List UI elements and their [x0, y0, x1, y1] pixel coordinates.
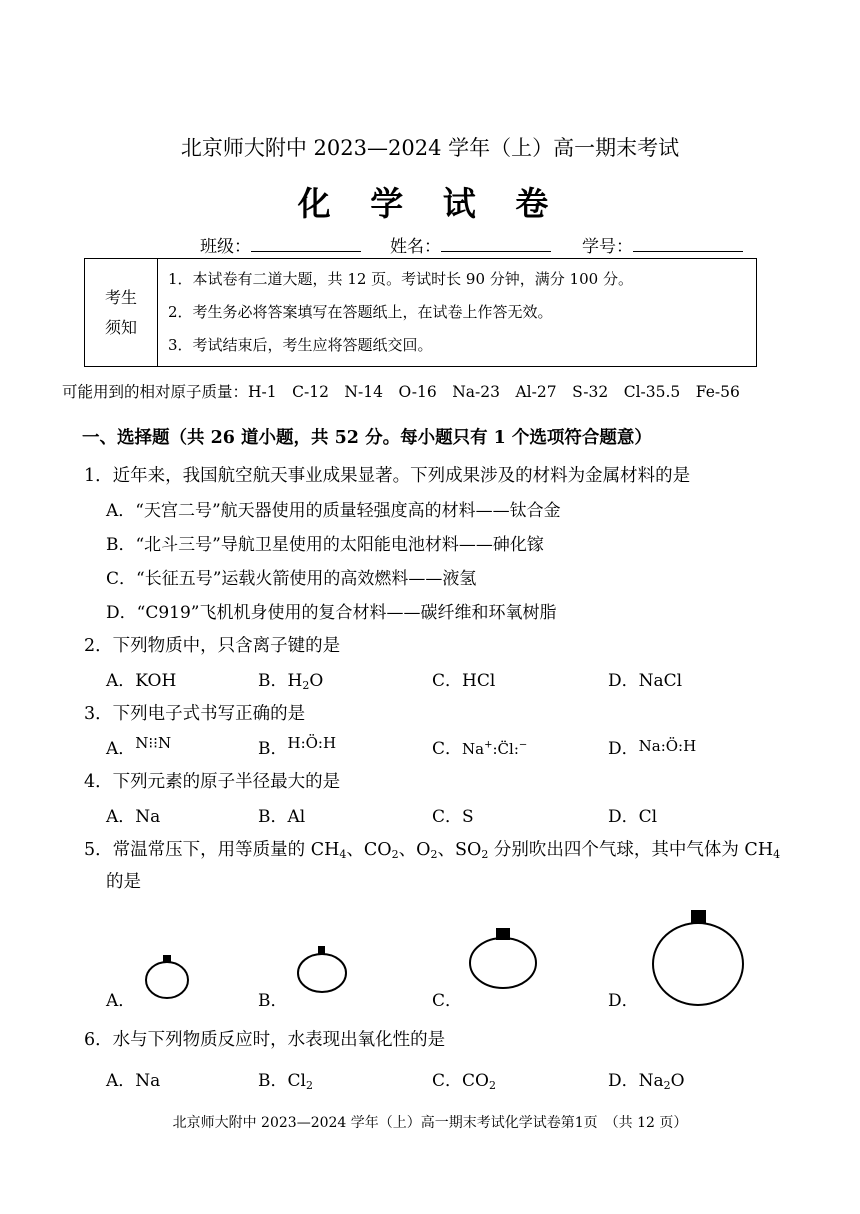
- name-label: 姓名：: [390, 237, 441, 257]
- q3-option-c: C．Na+:C̈l:−: [432, 739, 528, 759]
- notice-label: 考生 须知: [85, 259, 158, 367]
- q1-option-d: D．“C919”飞机机身使用的复合材料——碳纤维和环氧树脂: [106, 603, 557, 623]
- q2-option-d: D．NaCl: [608, 671, 683, 691]
- q1-option-a: A．“天宫二号”航天器使用的质量轻强度高的材料——钛合金: [106, 501, 561, 521]
- q5-option-c: C．: [432, 991, 463, 1011]
- page-footer: 北京师大附中 2023—2024 学年（上）高一期末考试化学试卷第1页 （共 12 页）: [172, 1115, 688, 1131]
- subject-title: 化 学 试 卷: [297, 184, 563, 223]
- atomic-masses: 可能用到的相对原子质量：H-1 C-12 N-14 O-16 Na-23 Al-27 S-32 Cl-35.5 Fe-56: [62, 383, 740, 401]
- q2-option-a: A．KOH: [106, 671, 177, 691]
- q3-d-formula: Na:Ö:H: [638, 737, 697, 755]
- class-label: 班级：: [200, 237, 251, 257]
- q5-stem-line2: 的是: [106, 872, 141, 892]
- q1-stem: 1．近年来，我国航空航天事业成果显著。下列成果涉及的材料为金属材料的是: [84, 466, 691, 486]
- q2-option-c: C．HCl: [432, 671, 496, 691]
- notice-item: 2．考生务必将答案填写在答题纸上，在试卷上作答无效。: [168, 303, 553, 321]
- q6-option-b: B．$Cl_2$: [258, 1071, 313, 1092]
- balloon-b: [298, 946, 346, 992]
- notice-item: 3．考试结束后，考生应将答题纸交回。: [168, 336, 433, 354]
- q4-option-a: A．Na: [106, 807, 161, 827]
- notice-item: 1．本试卷有二道大题，共 12 页。考试时长 90 分钟，满分 100 分。: [168, 270, 633, 288]
- q3-option-b: B．H:Ö:H: [258, 734, 337, 759]
- q3-c-cl: :C̈l:: [492, 740, 519, 758]
- q4-option-c: C．S: [432, 807, 474, 827]
- q4-stem: 4．下列元素的原子半径最大的是: [84, 772, 341, 792]
- q2-stem: 2．下列物质中，只含离子键的是: [84, 636, 341, 656]
- q3-option-a: A．N⁝⁝N: [106, 734, 172, 759]
- q4-option-d: D．Cl: [608, 807, 658, 827]
- q6-option-d: D．$Na_2O$: [608, 1071, 685, 1092]
- q3-b-formula: H:Ö:H: [287, 734, 337, 752]
- balloon-d: [653, 910, 743, 1005]
- q6-stem: 6．水与下列物质反应时，水表现出氧化性的是: [84, 1030, 446, 1050]
- q5-option-a: A．: [106, 991, 136, 1011]
- q5-option-b: B．: [258, 991, 288, 1011]
- balloon-a: [146, 955, 188, 998]
- section-title: 一、选择题（共 26 道小题，共 52 分。每小题只有 1 个选项符合题意）: [82, 428, 652, 448]
- q3-a-formula: N⁝⁝N: [135, 734, 172, 752]
- id-label: 学号：: [582, 237, 633, 257]
- exam-title: 北京师大附中 2023—2024 学年（上）高一期末考试: [180, 136, 680, 160]
- q5-stem: 5．常温常压下，用等质量的 $CH_4$、$CO_2$、$O_2$、$SO_2$ 分别吹出四个气球，其中气体为 $CH_4$: [84, 840, 781, 861]
- q5-option-d: D．: [608, 991, 639, 1011]
- q3-c-na: Na: [462, 740, 485, 758]
- q1-option-c: C．“长征五号”运载火箭使用的高效燃料——液氢: [106, 569, 477, 589]
- q3-stem: 3．下列电子式书写正确的是: [84, 704, 306, 724]
- q2-option-b: B．$H_2O$: [258, 671, 324, 692]
- q6-option-a: A．Na: [106, 1071, 161, 1091]
- q4-option-b: B．Al: [258, 807, 306, 827]
- q3-option-d: D．Na:Ö:H: [608, 737, 697, 759]
- q1-option-b: B．“北斗三号”导航卫星使用的太阳能电池材料——砷化镓: [106, 535, 544, 555]
- balloon-c: [470, 928, 536, 988]
- q6-option-c: C．$CO_2$: [432, 1071, 496, 1092]
